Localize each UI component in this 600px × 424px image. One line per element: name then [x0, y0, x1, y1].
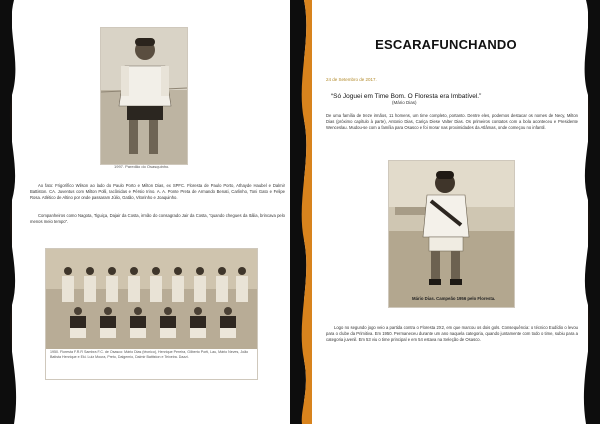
right-paragraph-1: De uma família de treze irmãos, 11 homens, um time completo, portanto. Dentre eles, podemos destacar os nomes de Necy, Milton Dias (próximo capítulo à parte), Antonio Dias, Cariça Diese Valter Dias. Os primeiros contatos com a bola aconteceu e Presidente Wenceslau. Mudou-se com a família para Osasco e foi morar nas proximidades da Atlâmas, onde começou no infantil. — [326, 113, 578, 130]
team-photo-caption: 1950. Floresta F.R.R Sambra F.C. de Osasco: Mário Dias (técnico), Henrique Pereira, Gilberto Porti, Lau, Mário Neves, João Batista Henrique e Eki. Luiz Moura, Preto, Dalgemio, Dalmir Battiston e Teixeira. Dazzi. — [50, 350, 249, 359]
left-paragraph-2: Companheiros como Nagota, Tiguiça, Dajair da Costa, irmão do consagrado Jair da Costa, "quando chegues da Itália, brincava pelo menos meio tempo". — [30, 213, 285, 224]
quote-author: (Mário Dias) — [392, 100, 417, 105]
article-date: 24 de Setembro de 2017. — [326, 77, 377, 82]
team-photo-image — [46, 249, 257, 379]
goalkeeper-photo-caption: 1997. Paredão do Osasquinho. — [114, 164, 170, 169]
right-wave-border — [576, 0, 600, 424]
team-photo — [45, 248, 258, 380]
page-title: ESCARAFUNCHANDO — [375, 37, 517, 52]
left-wave-border — [0, 0, 24, 424]
player-photo-caption: Mário Dias. Campeão 1956 pelo Floresta. — [412, 296, 496, 301]
pull-quote: “Só Joguei em Time Bom. O Floresta era Imbatível.” — [331, 93, 482, 100]
player-photo-image — [389, 161, 514, 307]
right-paragraph-2: Logo no segundo jogo veio a partida contra o Floresta 2X2, em que marcou os dois gols. Consequência: o técnico Eudídio o levou para o clube da Primitiva. Em 1950. Permaneceu durante um ano naquela categoria, quando juntamente com todo o time, subiu para a categoria juvenil. Em 53 viu o time principal e em 54 estava na Seleção de Osasco. — [326, 325, 578, 342]
goalkeeper-photo — [100, 27, 188, 165]
left-paragraph-1: Ao fato: Frigorífico Wilson ao lado do Paulo Porto e Milton Dias, ex SPFC. Floresta de Paulo Porto, Athayde Haubel e Dalmir Battiston. CA. Juventus com Milton Polli, Iacônidas e Pérsio Irino. A. A. Ponte Preta de Armando Benati, Carlinho, Toni Gato e Felipe Rosa. Atlético de Altino por onde passaram Júlio, Gatão, Vitorinho e Joaquinho. — [30, 183, 285, 200]
player-photo — [388, 160, 515, 308]
center-spine-wave — [290, 0, 312, 424]
goalkeeper-photo-image — [101, 28, 187, 164]
